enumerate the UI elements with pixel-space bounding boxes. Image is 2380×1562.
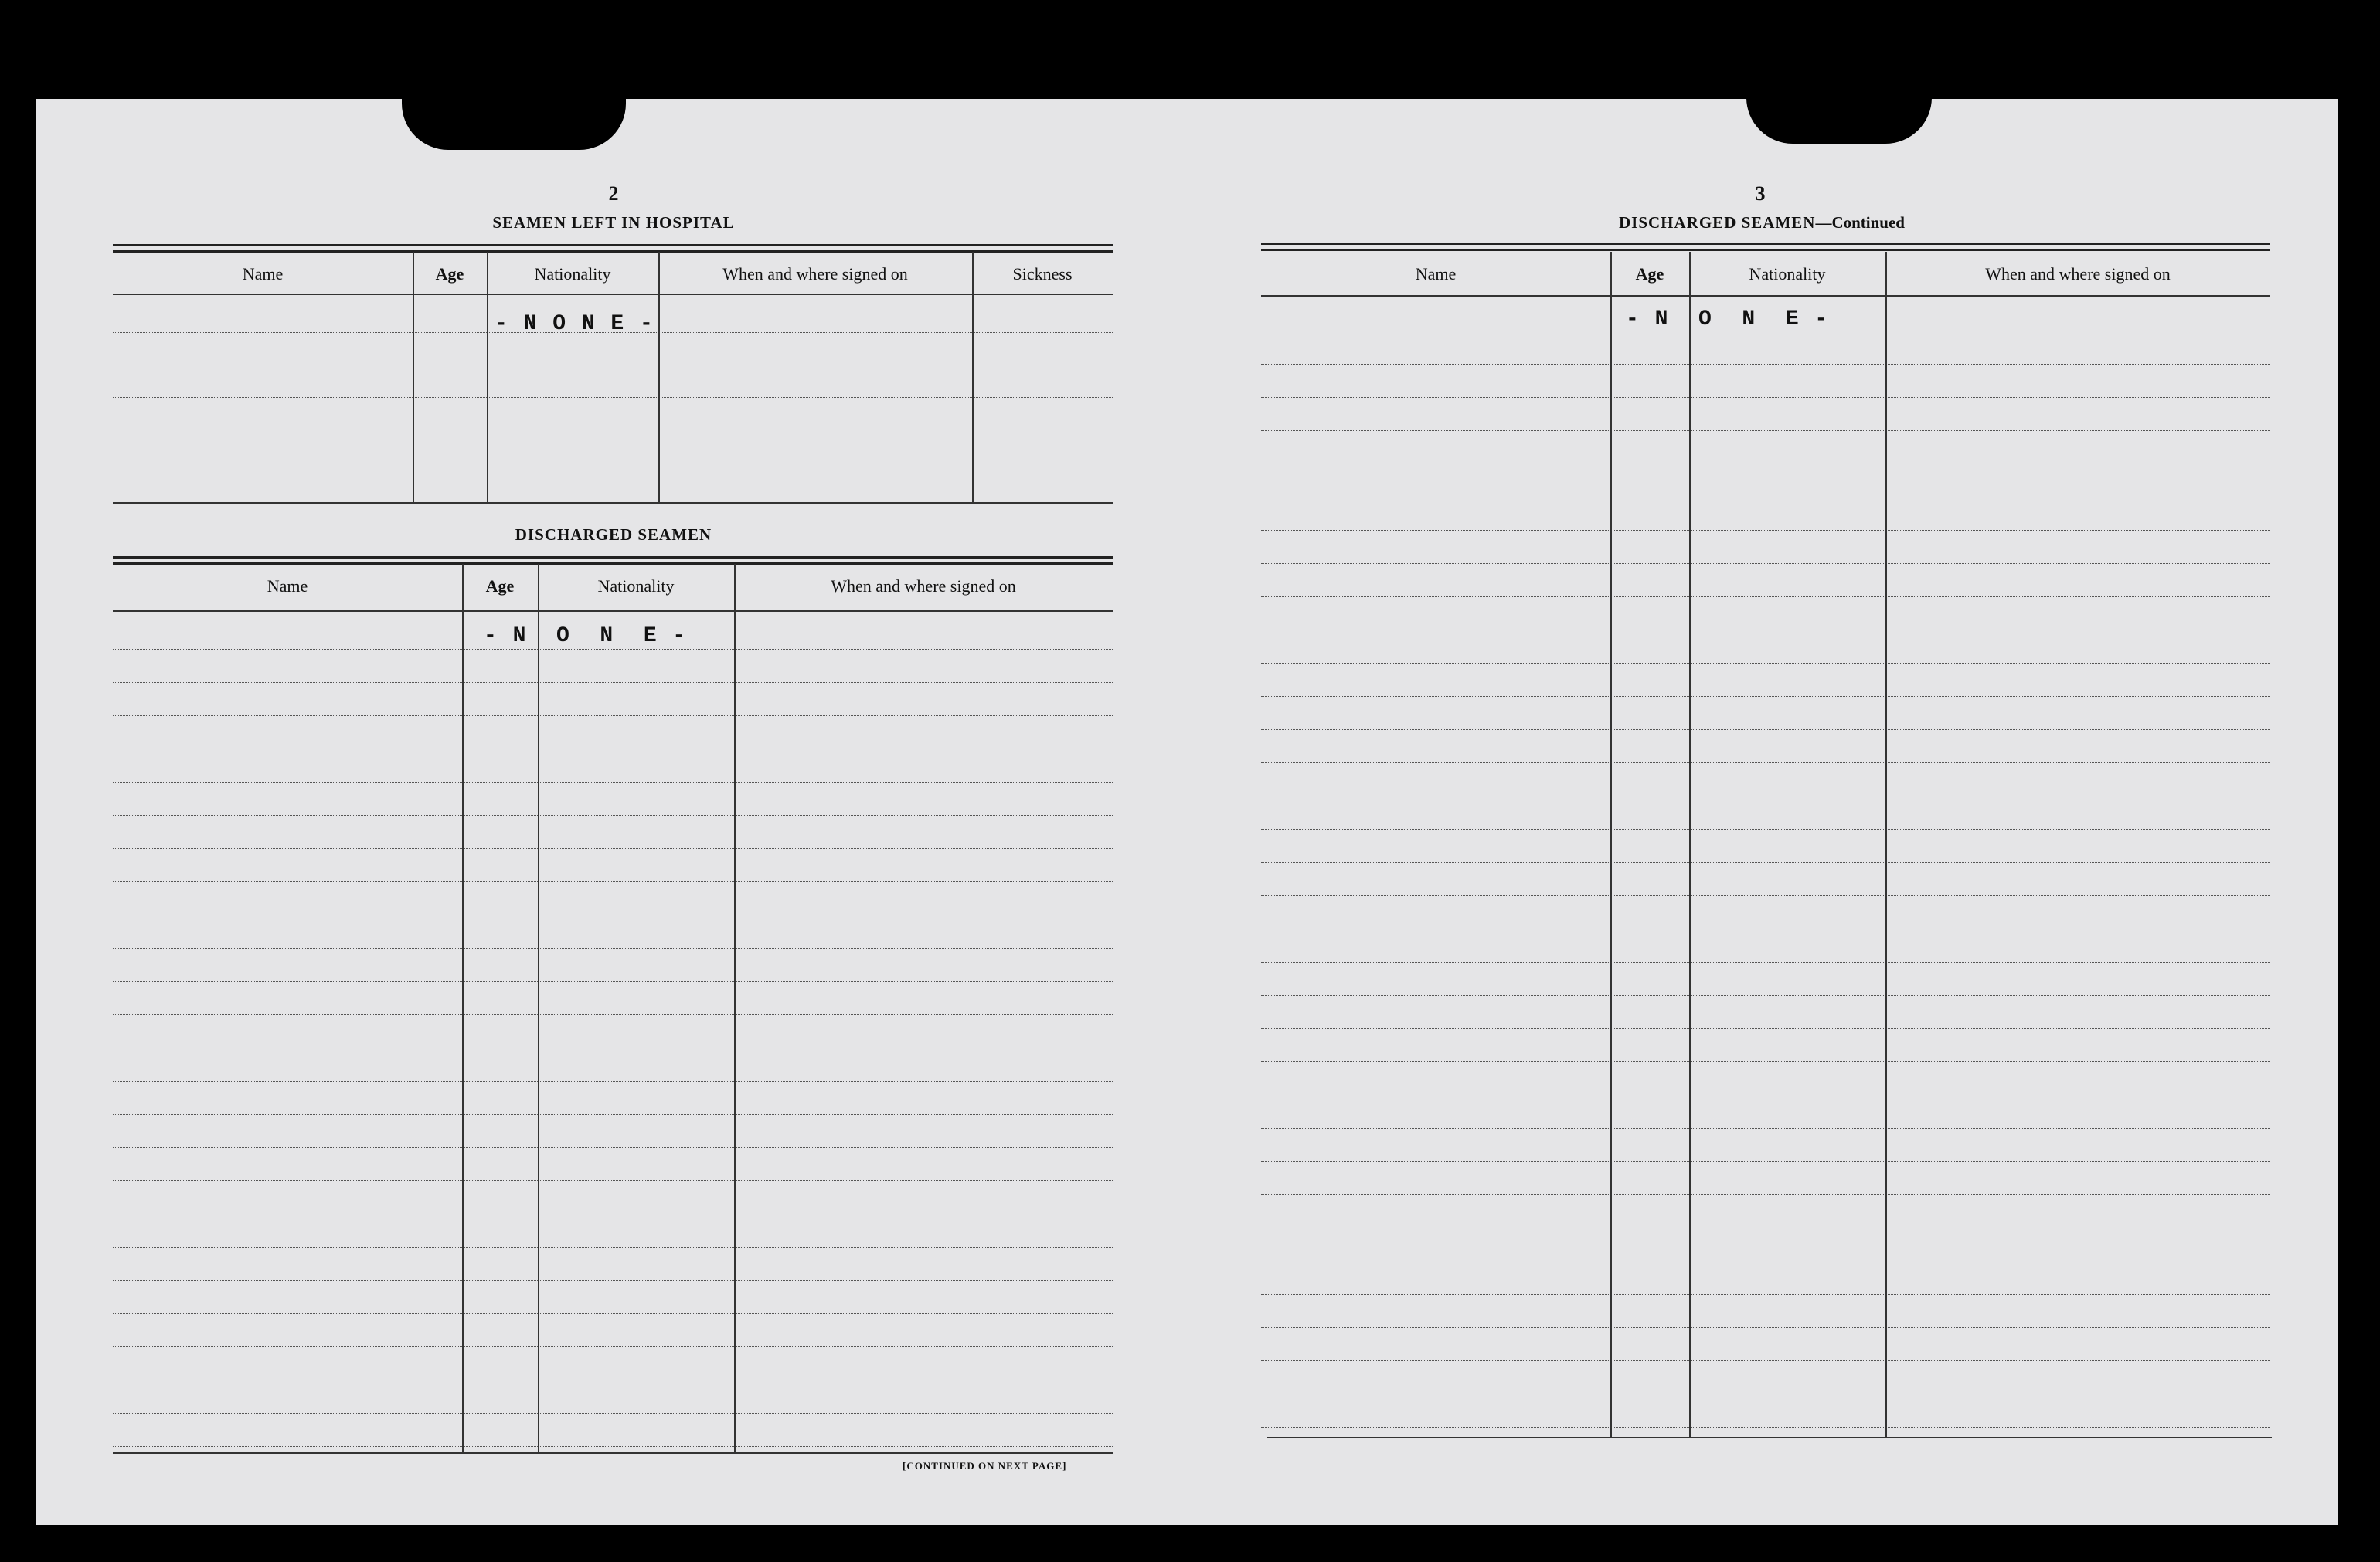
- hospital-top-rule: [113, 244, 1113, 246]
- row-line: [113, 815, 1113, 816]
- discharged-section-title: DISCHARGED SEAMEN: [515, 525, 712, 544]
- row-line: [113, 848, 1113, 849]
- discharged-col-nationality: Nationality: [597, 576, 675, 596]
- right-title-continued: —Continued: [1815, 213, 1905, 232]
- left-page-number: 2: [608, 182, 619, 205]
- hospital-col-divider: [972, 252, 974, 502]
- hospital-none-entry: - N O N E -: [495, 312, 654, 336]
- right-col-divider: [1689, 252, 1691, 1437]
- discharged-col-age: Age: [485, 576, 515, 596]
- discharged-header-rule: [113, 610, 1113, 612]
- right-page-number: 3: [1755, 182, 1766, 205]
- row-line: [113, 981, 1113, 982]
- row-line: [1261, 1128, 2270, 1129]
- discharged-top-rule: [113, 556, 1113, 559]
- right-col-age: Age: [1635, 264, 1664, 284]
- row-line: [1261, 1194, 2270, 1195]
- hospital-header-rule: [113, 294, 1113, 295]
- document-sheet: [36, 99, 2338, 1525]
- row-line: [1261, 729, 2270, 730]
- row-line: [113, 715, 1113, 716]
- hospital-col-divider: [658, 252, 660, 502]
- hospital-col-age: Age: [435, 264, 464, 284]
- row-line: [113, 649, 1113, 650]
- right-none-entry: - N O N E -: [1626, 307, 1830, 331]
- row-line: [113, 948, 1113, 949]
- hospital-col-signed-on: When and where signed on: [722, 264, 908, 284]
- row-line: [113, 1081, 1113, 1082]
- right-header-rule: [1261, 295, 2270, 297]
- discharged-bottom-rule: [113, 1452, 1113, 1454]
- hospital-section-title: SEAMEN LEFT IN HOSPITAL: [492, 213, 735, 232]
- hospital-row-line: [113, 397, 1113, 398]
- discharged-none-entry: - N O N E -: [484, 624, 688, 648]
- right-top-rule: [1261, 243, 2270, 245]
- torn-edge-right: [1746, 91, 1932, 144]
- row-line: [1261, 430, 2270, 431]
- torn-edge-left: [402, 91, 626, 150]
- row-line: [113, 1247, 1113, 1248]
- row-line: [1261, 696, 2270, 697]
- row-line: [113, 1446, 1113, 1447]
- hospital-col-divider: [413, 252, 414, 502]
- continued-note: [CONTINUED ON NEXT PAGE]: [903, 1460, 1067, 1472]
- discharged-col-divider: [462, 564, 464, 1452]
- hospital-col-sickness: Sickness: [1012, 264, 1073, 284]
- row-line: [1261, 862, 2270, 863]
- hospital-bottom-rule: [113, 502, 1113, 504]
- hospital-col-nationality: Nationality: [534, 264, 611, 284]
- row-line: [1261, 962, 2270, 963]
- row-line: [1261, 1028, 2270, 1029]
- row-line: [113, 782, 1113, 783]
- row-line: [1261, 397, 2270, 398]
- row-line: [1261, 829, 2270, 830]
- discharged-col-divider: [538, 564, 539, 1452]
- row-line: [113, 1280, 1113, 1281]
- row-line: [1261, 1327, 2270, 1328]
- row-line: [113, 1180, 1113, 1181]
- discharged-col-signed-on: When and where signed on: [831, 576, 1016, 596]
- right-col-divider: [1885, 252, 1887, 1437]
- row-line: [1261, 364, 2270, 365]
- row-line: [1261, 895, 2270, 896]
- discharged-col-name: Name: [267, 576, 308, 596]
- row-line: [1261, 1294, 2270, 1295]
- row-line: [113, 1313, 1113, 1314]
- right-col-signed-on: When and where signed on: [1985, 264, 2171, 284]
- row-line: [113, 1014, 1113, 1015]
- hospital-top-rule-2: [113, 250, 1113, 253]
- right-col-name: Name: [1415, 264, 1457, 284]
- right-section-title: [1569, 213, 1955, 233]
- row-line: [1261, 1427, 2270, 1428]
- row-line: [1261, 1061, 2270, 1062]
- row-line: [1261, 762, 2270, 763]
- hospital-col-divider: [487, 252, 488, 502]
- row-line: [1261, 1360, 2270, 1361]
- row-line: [113, 1346, 1113, 1347]
- discharged-top-rule-2: [113, 562, 1113, 565]
- right-top-rule-2: [1261, 249, 2270, 251]
- right-col-nationality: Nationality: [1749, 264, 1826, 284]
- row-line: [1261, 530, 2270, 531]
- row-line: [1261, 663, 2270, 664]
- right-col-divider: [1610, 252, 1612, 1437]
- row-line: [1261, 563, 2270, 564]
- row-line: [113, 1114, 1113, 1115]
- row-line: [113, 1413, 1113, 1414]
- hospital-col-name: Name: [242, 264, 284, 284]
- discharged-col-divider: [734, 564, 736, 1452]
- row-line: [1261, 596, 2270, 597]
- row-line: [1261, 995, 2270, 996]
- row-line: [113, 1147, 1113, 1148]
- row-line: [113, 682, 1113, 683]
- row-line: [1261, 1161, 2270, 1162]
- row-line: [113, 881, 1113, 882]
- right-title-main: DISCHARGED SEAMEN: [1619, 213, 1816, 232]
- right-bottom-rule: [1267, 1437, 2272, 1438]
